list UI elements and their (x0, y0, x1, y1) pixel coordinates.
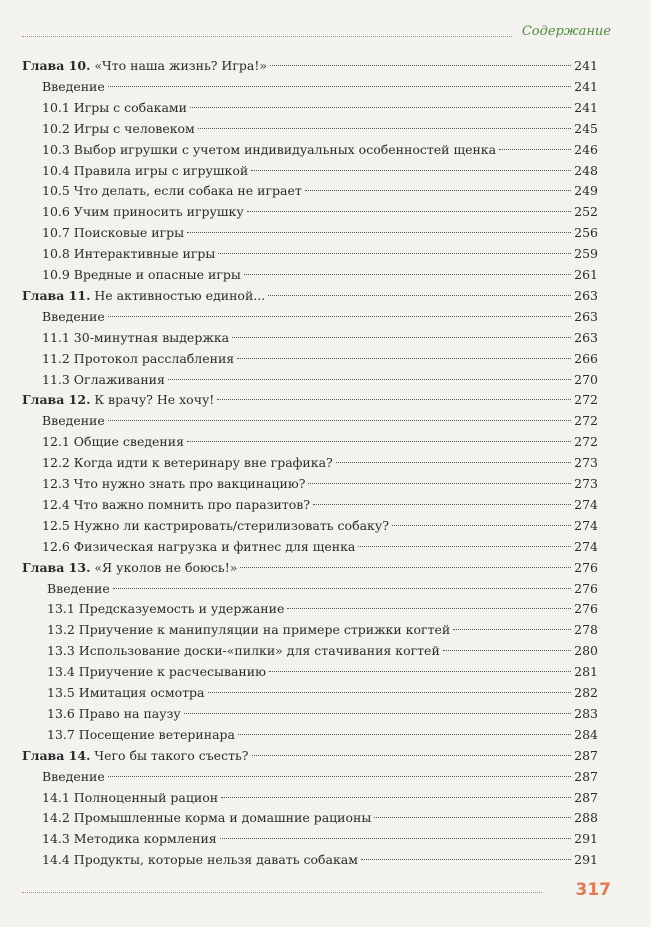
toc-section-row (47, 642, 598, 662)
toc-section-row (42, 830, 598, 850)
toc-chapter-row (22, 57, 598, 77)
dot-leader (336, 462, 571, 463)
entry-text: 13.3 Использование доски-«пилки» для стачивания когтей (47, 643, 440, 659)
toc-section-row (47, 726, 598, 746)
chapter-label: Глава 11. (22, 287, 91, 303)
entry-text: 10.1 Игры с собаками (42, 99, 187, 115)
dot-leader (220, 838, 571, 839)
dot-leader (187, 441, 571, 442)
toc-page-number: 241 (574, 58, 598, 73)
entry-text: К врачу? Не хочу! (90, 392, 215, 408)
dot-leader (237, 358, 571, 359)
dot-leader (392, 525, 571, 526)
toc-entry-title (42, 120, 195, 138)
dot-leader (287, 608, 571, 609)
toc-page-number: 256 (574, 225, 598, 241)
toc-entry-title (42, 141, 496, 159)
entry-text: Введение (42, 768, 105, 784)
dot-leader (244, 274, 571, 275)
toc-page-number: 288 (574, 810, 598, 826)
toc-entry-title (22, 391, 214, 409)
toc-page-number: 272 (574, 413, 598, 429)
toc-entry-title (47, 663, 266, 681)
chapter-label: Глава 14. (22, 747, 91, 763)
toc-section-row (42, 308, 598, 328)
toc-page-number: 274 (574, 538, 598, 554)
toc-section-row (42, 433, 598, 453)
toc-section-row (47, 705, 598, 725)
toc-page-number: 287 (574, 747, 598, 763)
toc-page-number: 241 (574, 99, 598, 115)
entry-text: 11.3 Оглаживания (42, 371, 165, 387)
entry-text: 13.6 Право на паузу (47, 705, 181, 721)
entry-text: 12.5 Нужно ли кастрировать/стерилизовать собаку? (42, 517, 389, 533)
toc-entry-title (42, 851, 358, 869)
toc-entry-title (42, 412, 105, 430)
page-number: 317 (575, 880, 611, 900)
toc-page-number: 284 (574, 726, 598, 742)
toc-page-number: 272 (574, 392, 598, 408)
entry-text: Не активностью единой... (90, 287, 266, 303)
entry-text: 10.4 Правила игры с игрушкой (42, 162, 249, 178)
toc-page-number: 273 (574, 476, 598, 491)
toc-entry-title (22, 559, 237, 577)
dot-leader (247, 211, 571, 212)
dot-leader (221, 797, 571, 798)
dot-leader (313, 504, 571, 505)
entry-text: Чего бы такого съесть? (90, 747, 249, 763)
toc-page-number: 287 (574, 789, 598, 805)
entry-text: 10.5 Что делать, если собака не играет (42, 183, 302, 199)
toc-entry-title (47, 642, 440, 660)
dot-leader (361, 859, 571, 860)
toc-page-number: 287 (574, 768, 598, 784)
toc-entry-title (42, 99, 187, 117)
toc-entry-title (47, 580, 110, 598)
toc-section-row (42, 538, 598, 558)
entry-text: 13.2 Приучение к манипуляции на примере стрижки когтей (47, 622, 451, 638)
entry-text: 12.6 Физическая нагрузка и фитнес для щенка (42, 538, 356, 554)
toc-entry-title (42, 203, 244, 221)
toc-page-number: 249 (574, 183, 598, 199)
toc-page-number: 291 (574, 831, 598, 847)
page-header (0, 0, 651, 50)
toc-section-row (42, 182, 598, 202)
toc-page-number: 248 (574, 162, 598, 178)
toc-page-number: 266 (574, 350, 598, 366)
toc-entry-title (42, 768, 105, 786)
entry-text: 14.2 Промышленные корма и домашние рационы (42, 810, 372, 826)
dot-leader (268, 295, 571, 296)
toc-page-number: 263 (574, 287, 598, 303)
toc-page-number: 245 (574, 120, 598, 136)
entry-text: 10.2 Игры с человеком (42, 120, 195, 136)
dot-leader (251, 170, 571, 171)
toc-chapter-row (22, 559, 598, 579)
toc-section-row (42, 851, 598, 871)
chapter-label: Глава 10. (22, 58, 91, 73)
entry-text: 11.2 Протокол расслабления (42, 350, 235, 366)
toc-page-number: 291 (574, 852, 598, 868)
entry-text: 13.5 Имитация осмотра (47, 685, 205, 700)
dot-leader (190, 107, 571, 108)
dot-leader (113, 588, 571, 589)
dot-leader (218, 253, 571, 254)
dot-leader (252, 755, 572, 756)
toc-section-row (42, 224, 598, 244)
toc-section-row (42, 203, 598, 223)
dot-leader (232, 337, 571, 338)
dot-leader (269, 671, 571, 672)
dot-leader (187, 232, 571, 233)
toc-section-row (42, 329, 598, 349)
toc-section-row (42, 245, 598, 265)
toc-entry-title (47, 705, 181, 723)
toc-section-row (47, 684, 598, 704)
toc-entry-title (42, 329, 229, 347)
toc-page-number: 263 (574, 329, 598, 345)
toc-page-number: 272 (574, 434, 598, 450)
toc-page-number: 276 (574, 559, 598, 575)
dot-leader (453, 629, 571, 630)
toc-chapter-row (22, 287, 598, 307)
entry-text: Введение (47, 580, 110, 596)
entry-text: 13.4 Приучение к расчесыванию (47, 664, 266, 680)
toc-entry-title (42, 809, 371, 827)
dot-leader (443, 650, 571, 651)
toc-section-row (42, 475, 598, 495)
toc-entry-title (42, 475, 305, 493)
dot-leader (499, 149, 571, 150)
entry-text: 12.4 Что важно помнить про паразитов? (42, 496, 311, 512)
entry-text: 12.2 Когда идти к ветеринару вне графика? (42, 455, 333, 471)
running-head-title: Содержание (521, 24, 611, 39)
entry-text: 10.9 Вредные и опасные игры (42, 267, 241, 282)
dot-leader (374, 817, 571, 818)
entry-text: 10.7 Поисковые игры (42, 225, 185, 241)
dot-leader (217, 399, 571, 400)
entry-text: 10.8 Интерактивные игры (42, 246, 216, 262)
toc-entry-title (42, 245, 215, 263)
toc-page-number: 282 (574, 685, 598, 700)
toc-entry-title (42, 78, 105, 96)
toc-entry-title (42, 308, 105, 326)
toc-section-row (42, 454, 598, 474)
toc-entry-title (22, 747, 249, 765)
entry-text: 14.1 Полноценный рацион (42, 789, 219, 805)
entry-text: Введение (42, 78, 105, 94)
toc-chapter-row (22, 391, 598, 411)
dot-leader (168, 379, 571, 380)
dot-leader (358, 546, 571, 547)
entry-text: 10.6 Учим приносить игрушку (42, 204, 244, 220)
entry-text: «Что наша жизнь? Игра!» (90, 58, 267, 73)
entry-text: 12.3 Что нужно знать про вакцинацию? (42, 476, 306, 491)
toc-section-row (42, 412, 598, 432)
toc-section-row (42, 517, 598, 537)
footer-divider (22, 892, 542, 893)
toc-entry-title (42, 830, 217, 848)
dot-leader (108, 776, 571, 777)
toc-section-row (42, 350, 598, 370)
dot-leader (108, 420, 571, 421)
toc-section-row (42, 789, 598, 809)
toc-section-row (42, 809, 598, 829)
toc-page-number: 281 (574, 664, 598, 680)
toc-entry-title (22, 57, 267, 75)
dot-leader (238, 734, 571, 735)
dot-leader (208, 692, 572, 693)
chapter-label: Глава 13. (22, 559, 91, 575)
toc-page-number: 259 (574, 246, 598, 262)
entry-text: 13.1 Предсказуемость и удержание (47, 601, 285, 617)
toc-section-row (47, 600, 598, 620)
header-divider (22, 36, 512, 37)
toc-entry-title (42, 371, 165, 389)
entry-text: «Я уколов не боюсь!» (90, 559, 238, 575)
toc-entry-title (42, 266, 241, 284)
toc-section-row (47, 663, 598, 683)
toc-entry-title (47, 600, 284, 618)
toc-section-row (42, 266, 598, 286)
toc-entry-title (42, 162, 248, 180)
toc-page-number: 273 (574, 455, 598, 471)
toc-page-number: 241 (574, 78, 598, 94)
toc-entry-title (42, 350, 234, 368)
toc-page-number: 274 (574, 517, 598, 533)
dot-leader (198, 128, 571, 129)
toc-entry-title (42, 517, 389, 535)
toc-section-row (42, 78, 598, 98)
toc-entry-title (42, 538, 355, 556)
entry-text: 11.1 30-минутная выдержка (42, 329, 230, 345)
entry-text: 13.7 Посещение ветеринара (47, 726, 236, 742)
toc-chapter-row (22, 747, 598, 767)
toc-page-number: 246 (574, 141, 598, 157)
toc-entry-title (47, 621, 450, 639)
dot-leader (305, 190, 571, 191)
toc-page-number: 270 (574, 371, 598, 387)
entry-text: 10.3 Выбор игрушки с учетом индивидуальных особенностей щенка (42, 141, 497, 157)
toc-entry-title (42, 433, 184, 451)
toc-section-row (42, 496, 598, 516)
entry-text: 14.4 Продукты, которые нельзя давать собакам (42, 852, 358, 868)
toc-page-number: 274 (574, 496, 598, 512)
toc-section-row (42, 141, 598, 161)
toc-section-row (42, 162, 598, 182)
entry-text: Введение (42, 308, 105, 324)
toc-section-row (42, 120, 598, 140)
dot-leader (240, 567, 571, 568)
toc-section-row (47, 621, 598, 641)
dot-leader (108, 316, 571, 317)
toc-section-row (42, 99, 598, 119)
toc-page-number: 252 (574, 204, 598, 220)
toc-page-number: 283 (574, 705, 598, 721)
toc-section-row (42, 371, 598, 391)
toc-section-row (47, 580, 598, 600)
toc-page-number: 280 (574, 643, 598, 659)
toc-entry-title (42, 224, 184, 242)
toc-entry-title (42, 496, 310, 514)
dot-leader (184, 713, 571, 714)
entry-text: Введение (42, 413, 105, 429)
toc-entry-title (42, 182, 302, 200)
toc-entry-title (42, 454, 333, 472)
toc-page-number: 276 (574, 601, 598, 617)
toc-section-row (42, 768, 598, 788)
dot-leader (308, 483, 571, 484)
dot-leader (270, 65, 571, 66)
toc-page-number: 278 (574, 622, 598, 638)
toc-page-number: 263 (574, 308, 598, 324)
dot-leader (108, 86, 571, 87)
toc-page-number: 276 (574, 580, 598, 596)
toc-page-number: 261 (574, 267, 598, 282)
entry-text: 12.1 Общие сведения (42, 434, 184, 450)
toc-entry-title (47, 726, 235, 744)
toc-entry-title (22, 287, 265, 305)
toc-entry-title (47, 684, 205, 702)
entry-text: 14.3 Методика кормления (42, 831, 217, 847)
chapter-label: Глава 12. (22, 392, 91, 408)
toc-entry-title (42, 789, 218, 807)
